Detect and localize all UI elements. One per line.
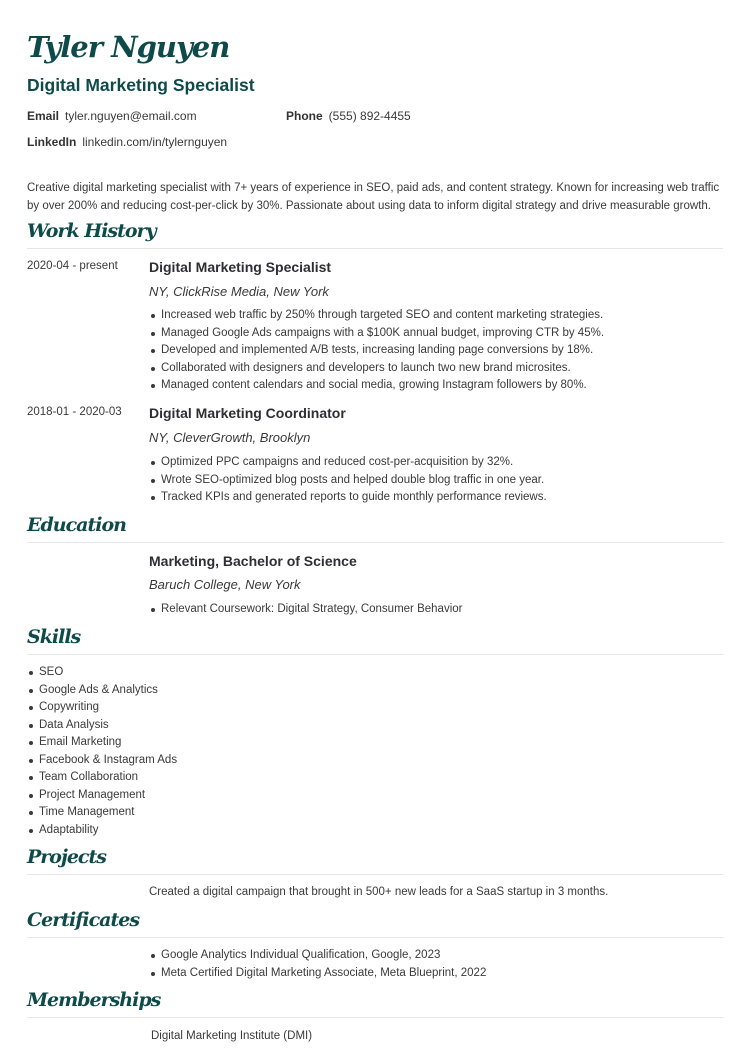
school: Baruch College, New York — [149, 577, 301, 592]
skill-item: Project Management — [39, 787, 177, 805]
list-item: Relevant Coursework: Digital Strategy, Consumer Behavior — [161, 601, 462, 619]
job-dates: 2018-01 - 2020-03 — [27, 406, 122, 418]
section-title: Certificates — [27, 909, 140, 931]
list-item: Optimized PPC campaigns and reduced cost-per-acquisition by 32%. — [161, 454, 547, 472]
certificate-item: Meta Certified Digital Marketing Associate, Meta Blueprint, 2022 — [161, 965, 486, 983]
section-education — [27, 514, 723, 543]
contact-linkedin — [27, 135, 227, 149]
list-item: Tracked KPIs and generated reports to guide monthly performance reviews. — [161, 489, 547, 507]
skill-item: SEO — [39, 664, 177, 682]
section-skills — [27, 626, 723, 655]
email-value[interactable]: tyler.nguyen@email.com — [65, 109, 197, 123]
job-title: Digital Marketing Specialist — [149, 259, 332, 275]
section-certificates — [27, 909, 723, 938]
section-title: Work History — [27, 220, 156, 242]
candidate-name: Tyler Nguyen — [27, 30, 230, 64]
skill-item: Adaptability — [39, 822, 177, 840]
skill-item: Facebook & Instagram Ads — [39, 752, 177, 770]
skill-item: Team Collaboration — [39, 769, 177, 787]
linkedin-label: LinkedIn — [27, 135, 77, 149]
job-bullets — [149, 307, 604, 395]
job-bullets — [149, 454, 547, 507]
section-work-history — [27, 220, 723, 249]
job-company: NY, CleverGrowth, Brooklyn — [149, 430, 311, 445]
section-memberships — [27, 989, 723, 1018]
job-company: NY, ClickRise Media, New York — [149, 284, 329, 299]
skills-list — [27, 664, 177, 839]
section-title: Projects — [27, 846, 106, 868]
email-label: Email — [27, 109, 60, 123]
phone-value[interactable]: (555) 892-4455 — [328, 109, 411, 123]
list-item: Collaborated with designers and developers to launch two new brand microsites. — [161, 360, 604, 378]
list-item: Managed Google Ads campaigns with a $100K annual budget, improving CTR by 45%. — [161, 325, 604, 343]
list-item: Managed content calendars and social media, growing Instagram followers by 80%. — [161, 377, 604, 395]
certificate-item: Google Analytics Individual Qualification, Google, 2023 — [161, 947, 486, 965]
education-bullets — [149, 601, 462, 619]
job-title: Digital Marketing Coordinator — [149, 405, 346, 421]
degree: Marketing, Bachelor of Science — [149, 553, 357, 569]
section-projects — [27, 846, 723, 875]
job-dates: 2020-04 - present — [27, 260, 118, 272]
project-description: Created a digital campaign that brought in 500+ new leads for a SaaS startup in 3 months. — [149, 886, 609, 898]
contact-email — [27, 109, 197, 123]
section-title: Memberships — [27, 989, 161, 1011]
section-title: Skills — [27, 626, 81, 648]
list-item: Developed and implemented A/B tests, increasing landing page conversions by 18%. — [161, 342, 604, 360]
list-item: Wrote SEO-optimized blog posts and helped double blog traffic in one year. — [161, 472, 547, 490]
phone-label: Phone — [286, 109, 323, 123]
linkedin-value[interactable]: linkedin.com/in/tylernguyen — [82, 135, 228, 149]
candidate-title: Digital Marketing Specialist — [27, 75, 255, 95]
skill-item: Google Ads & Analytics — [39, 682, 177, 700]
list-item: Increased web traffic by 250% through targeted SEO and content marketing strategies. — [161, 307, 604, 325]
skill-item: Copywriting — [39, 699, 177, 717]
skill-item: Email Marketing — [39, 734, 177, 752]
skill-item: Time Management — [39, 804, 177, 822]
certificates-list — [149, 947, 486, 982]
membership-item: Digital Marketing Institute (DMI) — [151, 1030, 313, 1042]
contact-phone — [286, 109, 411, 123]
skill-item: Data Analysis — [39, 717, 177, 735]
section-title: Education — [27, 514, 126, 536]
summary: Creative digital marketing specialist with 7+ years of experience in SEO, paid ads, and content strategy. Known for increasing web traffic by over 200% and reducing cost-per-click by 30%. Passionate about using data to inform digital strategy and drive measurable growth. — [27, 182, 720, 212]
